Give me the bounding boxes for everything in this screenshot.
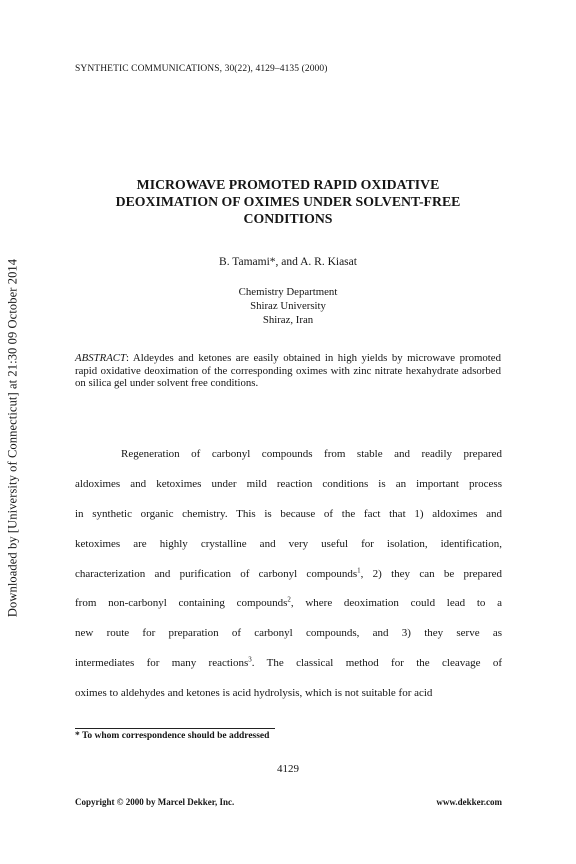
page-number: 4129 bbox=[277, 763, 299, 775]
citation-superscript: 3 bbox=[248, 655, 252, 664]
body-line bbox=[75, 649, 502, 679]
abstract-label: ABSTRACT bbox=[75, 352, 126, 364]
copyright-notice: Copyright © 2000 by Marcel Dekker, Inc. bbox=[75, 797, 235, 807]
body-line: new route for preparation of carbonyl compounds, and 3) they serve as bbox=[75, 627, 502, 640]
body-line-text: , where deoximation could lead to a bbox=[290, 597, 502, 610]
affiliation-line: Shiraz University bbox=[250, 300, 326, 312]
citation-superscript: 2 bbox=[287, 595, 291, 604]
affiliation bbox=[60, 285, 516, 327]
body-line-text: . The classical method for the cleavage of bbox=[251, 657, 502, 670]
title-line: CONDITIONS bbox=[243, 211, 333, 226]
citation-superscript: 1 bbox=[357, 565, 361, 574]
article-title bbox=[60, 176, 516, 227]
footnote: * To whom correspondence should be addressed bbox=[75, 731, 270, 741]
body-line: Regeneration of carbonyl compounds from stable and readily prepared bbox=[121, 448, 502, 460]
body-line bbox=[75, 589, 502, 619]
authors: B. Tamami*, and A. R. Kiasat bbox=[219, 256, 357, 268]
body-line-text: characterization and purification of carbonyl compounds bbox=[75, 567, 358, 580]
publisher-website: www.dekker.com bbox=[436, 797, 502, 807]
title-line: DEOXIMATION OF OXIMES UNDER SOLVENT-FREE bbox=[115, 194, 461, 209]
body-text bbox=[75, 440, 502, 709]
body-line: in synthetic organic chemistry. This is because of the fact that 1) aldoximes and bbox=[75, 507, 502, 520]
abstract-text: : Aldeydes and ketones are easily obtained in high yields by microwave promoted rapid oxidative deoximation of the corresponding oximes with zinc nitrate hexahydrate adsorbed on silica gel under solvent free conditions. bbox=[75, 352, 501, 389]
journal-header: SYNTHETIC COMMUNICATIONS, 30(22), 4129–4135 (2000) bbox=[75, 64, 328, 74]
body-line bbox=[75, 560, 502, 590]
body-line: oximes to aldehydes and ketones is acid hydrolysis, which is not suitable for acid bbox=[75, 687, 433, 700]
affiliation-line: Chemistry Department bbox=[238, 286, 338, 298]
body-line-text: intermediates for many reactions bbox=[75, 657, 249, 670]
download-stamp-text: Downloaded by [University of Connecticut] at 21:30 09 October 2014 bbox=[5, 258, 20, 618]
download-stamp bbox=[4, 238, 22, 638]
body-line: aldoximes and ketoximes under mild reaction conditions is an important process bbox=[75, 477, 502, 490]
body-line-text: , 2) they can be prepared bbox=[360, 567, 502, 580]
abstract bbox=[75, 352, 501, 390]
title-line: MICROWAVE PROMOTED RAPID OXIDATIVE bbox=[136, 177, 440, 192]
body-line-text: from non-carbonyl containing compounds bbox=[75, 597, 288, 610]
body-line: ketoximes are highly crystalline and very useful for isolation, identification, bbox=[75, 537, 502, 550]
affiliation-line: Shiraz, Iran bbox=[262, 314, 314, 326]
footnote-divider bbox=[75, 728, 275, 729]
